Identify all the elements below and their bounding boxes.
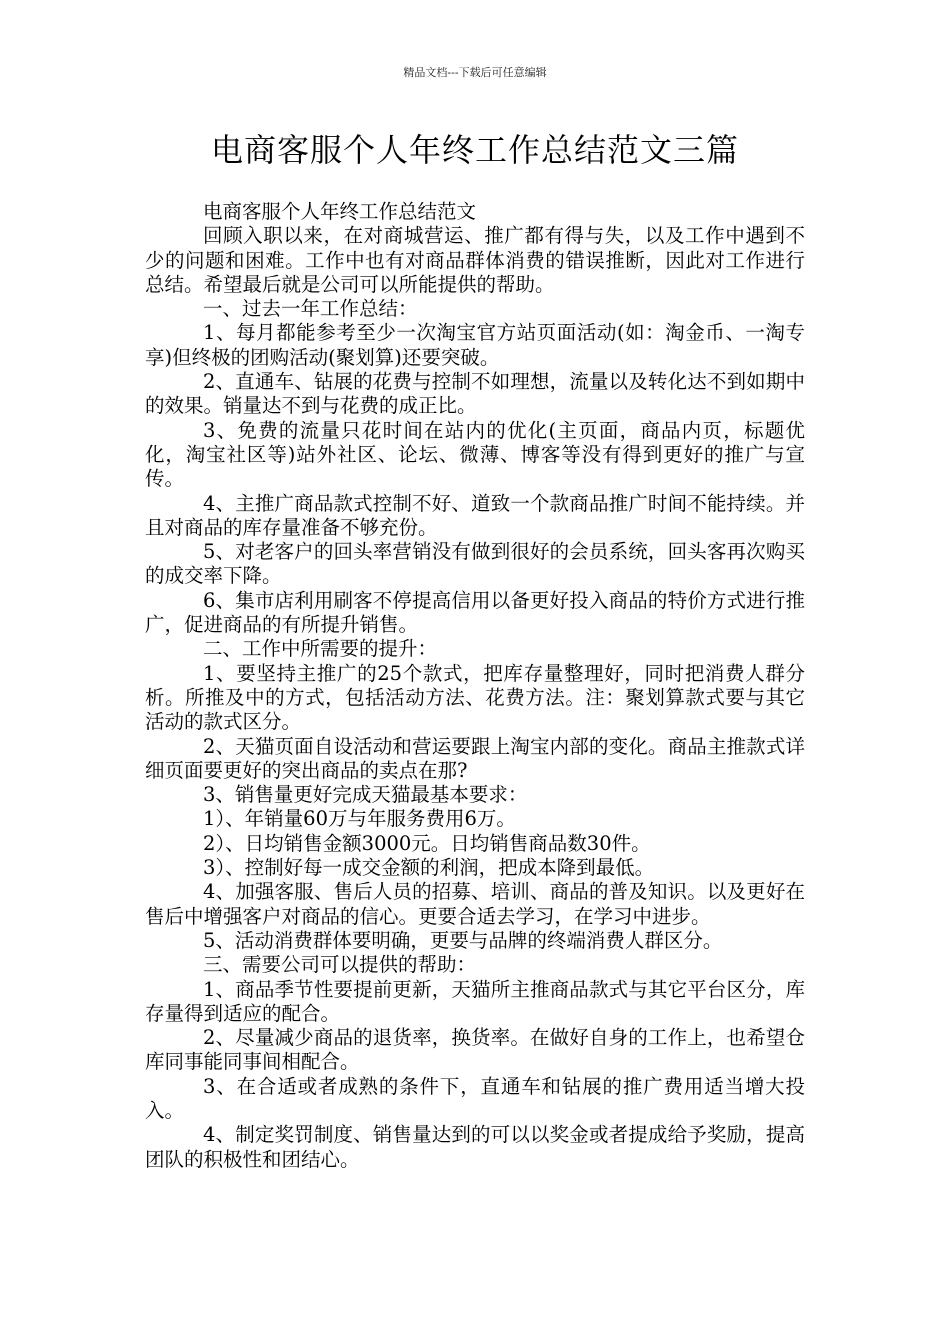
body-paragraph: 2、天猫页面自设活动和营运要跟上淘宝内部的变化。商品主推款式详细页面要更好的突出商品的卖点在那? — [145, 734, 805, 782]
body-paragraph: 2、直通车、钻展的花费与控制不如理想，流量以及转化达不到如期中的效果。销量达不到与花费的成正比。 — [145, 370, 805, 418]
body-paragraph: 4、主推广商品款式控制不好、道致一个款商品推广时间不能持续。并且对商品的库存量准备不够充份。 — [145, 491, 805, 539]
body-paragraph: 1）、年销量60万与年服务费用6万。 — [203, 807, 516, 831]
body-paragraph: 1、要坚持主推广的25个款式，把库存量整理好，同时把消费人群分析。所推及中的方式，包括活动方法、花费方法。注：聚划算款式要与其它活动的款式区分。 — [145, 661, 805, 734]
section-heading: 三、需要公司可以提供的帮助： — [203, 953, 477, 977]
body-paragraph: 2）、日均销售金额3000元。日均销售商品数30件。 — [203, 831, 651, 855]
body-paragraph: 4、制定奖罚制度、销售量达到的可以以奖金或者提成给予奖励，提高团队的积极性和团结心。 — [145, 1123, 805, 1171]
body-paragraph: 1、商品季节性要提前更新，天猫所主推商品款式与其它平台区分，库存量得到适应的配合。 — [145, 977, 805, 1025]
section-heading: 一、过去一年工作总结： — [203, 297, 418, 321]
body-paragraph: 3）、控制好每一成交金额的利润，把成本降到最低。 — [203, 856, 655, 880]
body-paragraph: 1、每月都能参考至少一次淘宝官方站页面活动(如：淘金币、一淘专享)但终极的团购活动(聚划算)还要突破。 — [145, 321, 805, 369]
body-paragraph: 3、销售量更好完成天猫最基本要求： — [203, 783, 528, 807]
body-paragraph: 4、加强客服、售后人员的招募、培训、商品的普及知识。以及更好在售后中增强客户对商品的信心。更要合适去学习，在学习中进步。 — [145, 880, 805, 928]
body-paragraph: 3、免费的流量只花时间在站内的优化(主页面，商品内页，标题优化，淘宝社区等)站外社区、论坛、微薄、博客等没有得到更好的推广与宣传。 — [145, 418, 805, 491]
document-body — [145, 200, 805, 1172]
body-paragraph: 3、在合适或者成熟的条件下，直通车和钻展的推广费用适当增大投入。 — [145, 1074, 805, 1122]
body-paragraph: 5、对老客户的回头率营销没有做到很好的会员系统，回头客再次购买的成交率下降。 — [145, 540, 805, 588]
body-paragraph: 2、尽量减少商品的退货率，换货率。在做好自身的工作上，也希望仓库同事能同事间相配合。 — [145, 1026, 805, 1074]
page-header: 精品文档---下载后可任意编辑 — [403, 66, 547, 79]
body-paragraph: 电商客服个人年终工作总结范文 — [203, 200, 477, 223]
section-heading: 二、工作中所需要的提升： — [203, 637, 438, 661]
document-title: 电商客服个人年终工作总结范文三篇 — [210, 131, 739, 169]
body-paragraph: 5、活动消费群体要明确，更要与品牌的终端消费人群区分。 — [203, 928, 723, 952]
body-paragraph: 回顾入职以来，在对商城营运、推广都有得与失，以及工作中遇到不少的问题和困难。工作中也有对商品群体消费的错误推断，因此对工作进行总结。希望最后就是公司可以所能提供的帮助。 — [145, 224, 805, 296]
body-paragraph: 6、集市店利用刷客不停提高信用以备更好投入商品的特价方式进行推广，促进商品的有所提升销售。 — [145, 588, 805, 637]
